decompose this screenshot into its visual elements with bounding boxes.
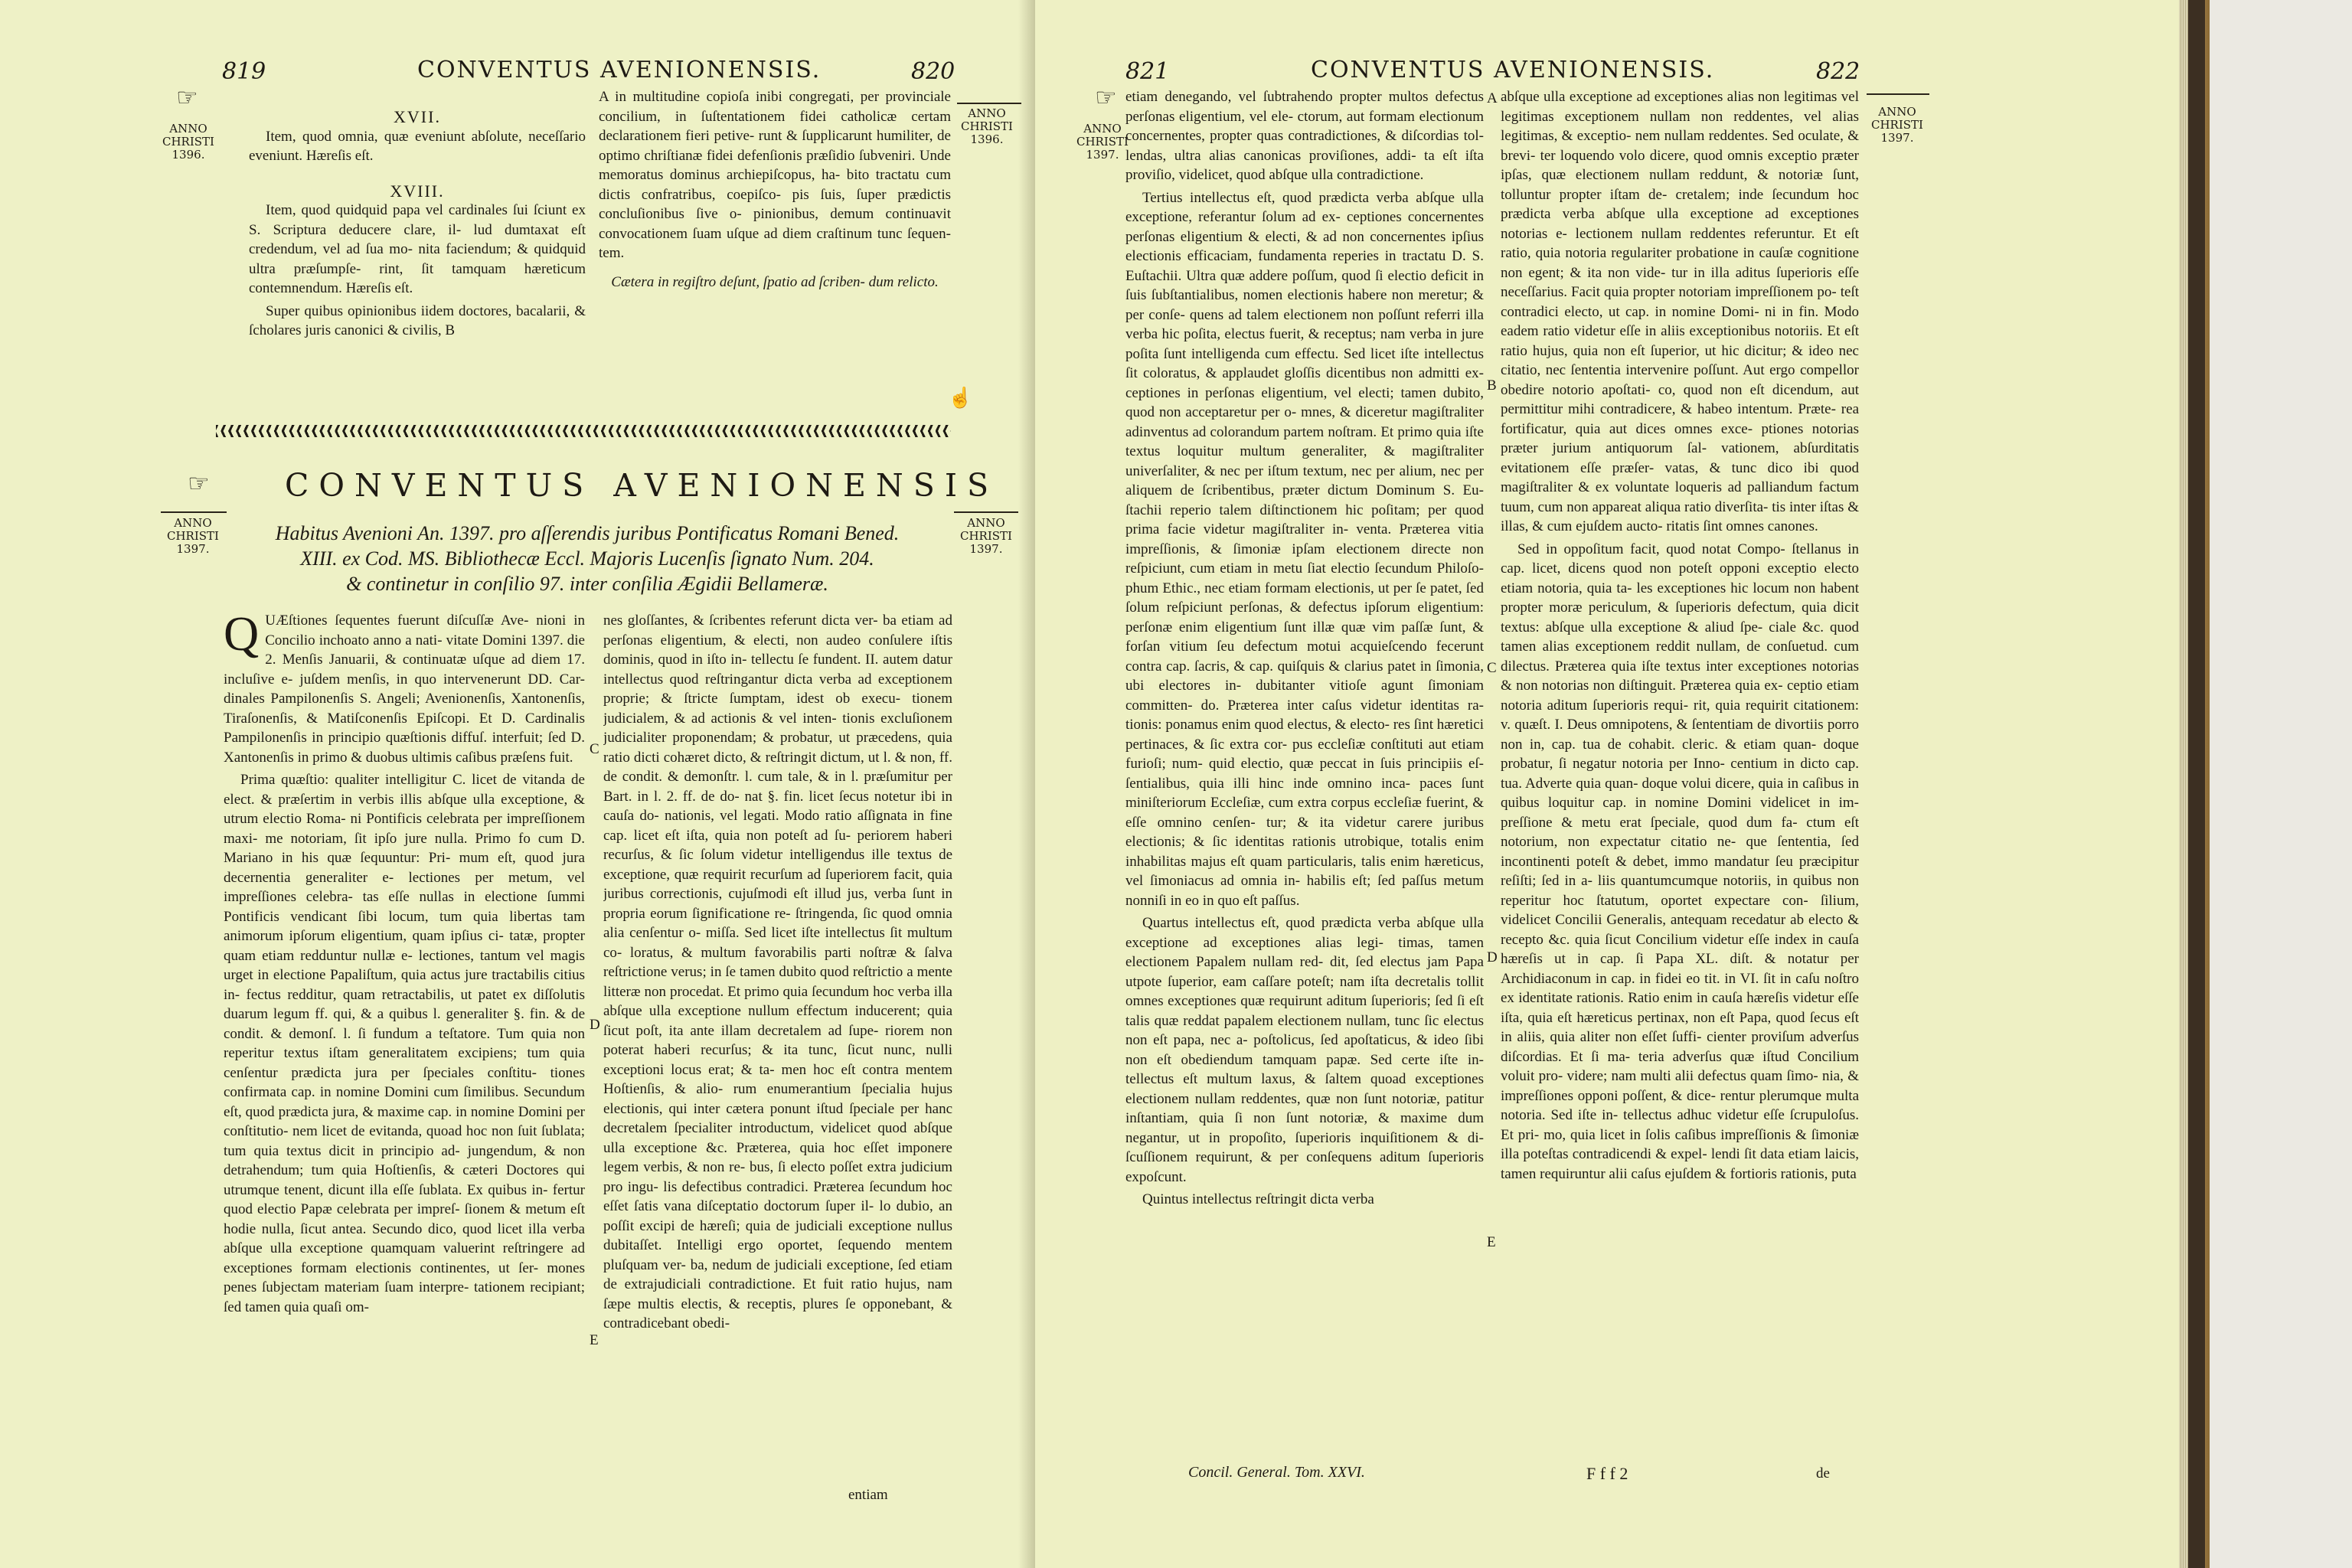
margin-letter-c: C <box>1487 660 1497 676</box>
margin-rule <box>161 511 227 513</box>
margin-rule <box>1867 93 1929 95</box>
top-left-column <box>249 107 586 344</box>
running-head-title: CONVENTUS AVENIONENSIS. <box>1311 57 1715 83</box>
section-title: CONVENTUS AVENIONENSIS <box>285 467 999 504</box>
margin-anno-christi-right: ANNO CHRISTI 1396. <box>961 106 1013 146</box>
page-number-819: 819 <box>222 58 266 85</box>
council-text: A in multitudine copioſa inibi congregati, per provinciale concilium, in ſuſtentationem fidei catholicæ certam declarationem fieri petive- runt & ſupplicarunt humiliter, de optimo chriſtianæ fidei defenſionis præſidio ſubveniri. Unde memoratus dominus archiepiſcopus, ha- bito tractatu cum dictis confratribus, coepiſco- pis ſuis, ſuper prædictis concluſionibus ſive o- pinionibus, demum continuavit convocationem ſuam uſque ad diem craſtinum tunc ſequen- tem. <box>599 89 951 261</box>
section-xviii-text: Item, quod quidquid papa vel cardinales ſui ſciunt ex S. Scriptura deducere clare, il- lud dumtaxat eſt credendum, vel ad ſua mo- nita faciendum; & quidquid ultra præſumpſe- rint, ſit tamquam hæreticum contemnendum. Hæreſis eſt. <box>249 202 586 296</box>
margin-letter-d: D <box>590 1017 600 1033</box>
pointing-hand-icon: ☞ <box>188 469 210 498</box>
margin-anno-christi-left: ANNO CHRISTI 1397. <box>1076 122 1129 162</box>
running-head-title: CONVENTUS AVENIONENSIS. <box>417 57 822 83</box>
paragraph-etiam-denegando: etiam denegando, vel ſubtrahendo propter multos defectus perſonas eligentium, vel ele- ctorum, aut formam electionum concernentes, propter quas contradictiones, & diſcordias tol- lendas, ultra alias canonicas proviſiones, addi- ta eſt iſta proviſio, videlicet, quod abſque ulla contradictione. <box>1125 89 1484 183</box>
paragraph-intro: UÆſtiones ſequentes fuerunt diſcuſſæ Ave- nioni in Concilio inchoato anno a nati- vitate Domini 1397. die 2. Menſis Januarii, & continuatæ uſque ad diem 17. incluſive e- juſdem menſis, in quo intervenerunt DD. Car- dinales Pampilonenſis S. Angeli; Avenionenſis, Xantonenſis, Tiraſonenſis, & Matiſconenſis Epiſcopi. Et D. Cardinalis Pampilonenſis in principio quæſtionis diffuſ. interfuit; ſed D. Xantonenſis in primo & duobus ultimis caſibus præſens fuit. <box>224 612 585 766</box>
paragraph-quartus-intellectus: Quartus intellectus eſt, quod prædicta verba abſque ulla exceptione ad exceptiones alias legi- timas, tamen electionem Papalem nullam red- dit, ſed electus jam Papa utpote ſuperior, eam caſſare poteſt; nam iſta decretalis tollit omnes exceptiones quæ requirunt aditum ſuperioris; ſed ſi eſt talis quæ reddat papalem electionem nullam, tunc ſic electus non eſt papa, nec a- poſtolicus, ſed apoſtaticus, & ideo ſibi non eſt obediendum tamquam papæ. Sed certe iſte in- tellectus eſt multum laxus, & ſaltem quoad exceptiones electionem nullam reddentes, quæ non ſunt notoriæ, patitur inſtantiam, quia ſi non ſunt notoriæ, & maxime dum negantur, ut in propoſito, ſuperioris inquiſitionem & di- ſcuſſionem requirunt, & per conſequens aditum ſuperioris expoſcunt. <box>1125 915 1484 1185</box>
paragraph-tertius-intellectus: Tertius intellectus eſt, quod prædicta verba abſque ulla exceptione, referantur ſolum ad ex- ceptiones concernentes perſonas eligentium & electi, & ad non concernentes ipſius electionis efficaciam, fundamenta reperies in tractatu D. S. Euſtachii. Ultra quæ addere poſſum, quod ſi electio deficit in ſuis ſubſtantialibus, nomen electionis habere non meretur; & per conſe- quens ad talem electionem non poſſunt referri illa verba hic poſita, electus fuerit, & receptus; nam verba in jure poſita ſunt intelligenda cum effectu. Sed licet iſte intellectus ſit coloratus, & applaudet gloſſis dicentibus non admitti ex- ceptiones in perſonas eligentium, vel electi; tamen dubito, quod non acceptaretur per o- mnes, & diceretur magiſtraliter adinventus ad colorandum partem noſtram. Et primo quia iſte textus loquitur multum generaliter, & magiſtraliter univerſaliter, & nec per iſtum textum, nec per alium, nec per aliquem de ſcribentibus, præter dictum Dominum S. Eu- ſtachii reperio talem diſtinctionem hic poſitam; per quod prima facie videtur magiſtraliter in- venta. Præterea vitia impreſſionis, & ſimoniæ ipſam electionem directe non reſpiciunt, cum etiam in metu ſiat electio ſecundum Philoſo- phum Ethic., nec etiam formam electionis, ut per ſe patet, ſed ſolum reſpiciunt perſonas, & defectus ipſorum eligentium: perſonæ enim eligentium ſunt illæ quæ vim paſſæ ſunt, & forſan vitium ſeu defectum motui acquieſcendo fecerunt contra cap. ſacris, & cap. quiſquis & clarius patet in ſimonia, ubi electores in- dubitanter vitioſe agunt ſimoniam committen- do. Præterea inter caſus videtur identitas ra- tionis: ponamus enim quod electus, & electo- res ſint hæretici pertinaces, & ſic extra cor- pus eccleſiæ conſtituti aut etiam furioſi; num- quid electio, quæ peccat in ſuis principiis eſ- ſentialibus, quia illi hinc inde omnino inca- paces ſunt miniſteriorum Eccleſiæ, cum extra corpus eccleſiæ fuerint, & eſſe omnino cenſen- tur; & ita videtur carere juribus electionis; & ſic identitas rationis utrobique, totalis enim inhabilitas majus eſt quam particularis, talis enim hæreticus, vel ſimoniacus ad omnia in- habilis eſt; ſed paſſus metum nonniſi in eo in quo eſt paſſus. <box>1125 189 1484 909</box>
section-heading-xvii: XVII. <box>394 107 441 126</box>
page-number-822: 822 <box>1816 58 1860 85</box>
margin-letter-e: E <box>1487 1234 1496 1250</box>
margin-letter-e: E <box>590 1332 599 1348</box>
margin-anno-christi-left: ANNO CHRISTI 1396. <box>162 122 214 162</box>
top-right-column <box>599 87 951 295</box>
margin-letter-d: D <box>1487 949 1498 965</box>
body-column-2 <box>603 611 952 1476</box>
paragraph-absque-ulla: abſque ulla exceptione ad exceptiones alias non legitimas vel legitimas exceptionem nullam non reddentes, vel alias legitimas, & exceptio- nem nullam reddentes. Sed oculate, & brevi- ter loquendo volo dicere, quod omnis exceptio præter ipſas, quæ electionem nullam reddunt, & notoriæ ſunt, tolluntur propter iſtam de- cretalem; inde ſecundum hoc prædicta verba abſque ulla exceptione ad exceptiones notorias e- lectionem nullam reddentes referuntur. Et eſt ratio, quia notoria regulariter probatione in cauſæ cognitione non egent; & ita non vide- tur in illa aditus ſuperioris eſſe neceſſarius. Facit quia propter notoriam impreſſionem po- teſt contradici electo, ut cap. in nomine Domi- ni in fin. Modo eadem ratio videtur eſſe in aliis exceptionibus notoriis. Et eſt ratio hujus, quia non eſt ſuperior, ut hic dicitur; & ideo nec citatio, nec ſententia intervenire poſſunt. Aut ergo compellor obedire notorio apoſtati- co, quod non eſt dicendum, aut permittitur mihi contradicere, & habeo intentum. Præte- rea fortificatur, quia aut dices omnes exce- ptiones notorias præter jurium antiquorum ſal- vationem, abſurditatis evitationem eſſe præſer- vatas, & tunc dico ibi quod magiſtraliter & ex voluntate loqueris ad palliandum factum tuum, cum non appareat aliqua ratio diverſita- tis inter iſtas & illas, & cum ejuſdem aucto- ritatis ſint omnes canones. <box>1501 89 1859 534</box>
margin-letter-b: B <box>1487 377 1497 394</box>
paragraph-quintus-intellectus: Quintus intellectus reſtringit dicta verba <box>1142 1191 1374 1207</box>
section-trailing-text: Super quibus opinionibus iidem doctores, bacalarii, & ſcholares juris canonici & civilis, B <box>249 302 586 338</box>
catchword: de <box>1816 1465 1830 1481</box>
page-edges <box>2179 0 2188 1568</box>
signature-mark: F f f 2 <box>1586 1464 1628 1483</box>
paragraph-prima-quaestio: Prima quæſtio: qualiter intelligitur C. licet de vitanda de elect. & præſertim in verbis illis abſque ulla exceptione, & utrum electio Roma- ni Pontificis celebrata per impreſſionem maxi- me notoriam, ſit ipſo jure nulla. Primo fo cum D. Mariano in his quæ ſequuntur: Pri- mum eſt, quod jura decernentia generaliter e- lectiones per metum, vel impreſſiones celebra- tas eſſe nullas in electione ſummi Pontificis vendicant ſibi locum, tum quia libertas tam animorum ipſorum eligentium, quam ipſius ci- tatæ, propter quam etiam redduntur nullæ e- lectiones, tantum vel magis urget in electione Papaliſtum, quia actus jure tractabilis citius in- fectus redditur, quam retractabilis, ut patet ex diſſolutis duarum legum ff. qui, & a quibus l. generaliter §. fin. & de condit. & demonſ. l. ſi fundum a teſtatore. Tum quia non reperitur textus iſtam generalitatem excipiens; tum quia cenſentur prædicta jura per ſpeciales conſtitu- tiones confirmata cap. in nomine Domini cum ſimilibus. Secundum eſt, quod prædicta jura, & maxime cap. in nomine Domini per conſtitutio- nem licet de evitanda, quoad hoc non ſuit ſublata; tum quia textus dicit in principio ad- jungendum, & non detrahendum; tum quia Hoſtienſis, & cæteri Doctores qui utrumque tenent, dicunt illa eſſe ſublata. Ex quibus in- fertur quod electio Papæ celebrata per impreſ- ſionem & metum eſt hodie nulla, ſicut antea. Secundo dico, quod licet illa verba abſque ulla exceptione quamquam valuerint reſtringere ad exceptiones formam electionis continentes, ut ſer- mones penes ſubjectam materiam ſuam interpre- tationem recipiant; ſed tamen quia quaſi om- <box>224 772 585 1315</box>
left-page <box>0 0 1057 1568</box>
margin-letter-a: A <box>1487 90 1498 106</box>
page-number-821: 821 <box>1125 58 1170 85</box>
section-heading-xviii: XVIII. <box>390 181 445 201</box>
drop-cap: Q <box>224 611 260 661</box>
section-xvii-text: Item, quod omnia, quæ eveniunt abſolute, neceſſario eveniunt. Hæreſis eſt. <box>249 128 586 164</box>
body-column-1 <box>224 611 585 1476</box>
footer-volume: Concil. General. Tom. XXVI. <box>1188 1464 1365 1481</box>
section-subtitle: Habitus Avenioni An. 1397. pro aſſerendis juribus Pontificatus Romani Bened. XIII. ex Cod. MS. Bibliothecæ Eccl. Majoris Lucenſis ſignato Num. 204. & continetur in conſilio 97. inter conſilia Ægidii Bellameræ. <box>275 522 900 595</box>
pointing-hand-icon: ☞ <box>176 83 198 112</box>
paragraph-glossantes: nes gloſſantes, & ſcribentes referunt dicta ver- ba etiam ad perſonas eligentium, & electi, non audeo conſulere iſtis dominis, quod in iſto in- tellectu ſe fundent. II. autem datur intellectus quod reſtringantur dicta verba ad exceptionem proprie; & ſtricte ſumptam, idest ob execu- tionem judicialem, & ad actionis & vel inten- tionis excluſionem judicialiter proponendam; & probatur, ut præcedens, quia ratio dicti cohæret dicto, & reſtringit dictum, ut l. & non, ff. de condit. & demonſtr. l. cum tale, & in l. præſumitur per Bart. in l. 2. ff. de do- nat §. fin. licet ſecus notetur ibi in cauſa do- nationis, vel legati. Modo ratio aſſignata in fine cap. licet eſt iſta, quia non poteſt ad ſu- periorem haberi recurſus, & ſic ſolum videtur intelligendus ille textus de exceptione, quæ requirit recurſum ad ſuperiorem facit, quia juribus correctionis, cujuſmodi eſt illud jus, verba ſunt in propria eorum ſignificatione re- ſtringenda, ſic quod omnia alia cenſentur o- miſſa. Sed licet iſte intellectus ſit multum co- loratus, & multum favorabilis parti noſtræ & ſalva reſtrictione verus; in ſe tamen dubito quod reſtrictio a mente litteræ non procedat. Et primo quia ſecundum hoc verba illa abſque ulla exceptione nullum effectum inducerent; quia ſicut poſt, ita ante illam decretalem ad ſupe- riorem non poterat haberi recurſus; & ita tunc, ſicut nunc, nulli exceptioni locus erat; & ta- men hoc eſt contra mentem Hoſtienſis, & alio- rum enumerantium ſpecialia hujus electionis, qui inter cætera ponunt iſtud ſpeciale per hanc decretalem ſpecialiter introductum, videlicet quod abſque ulla exceptione &c. Præterea, quia hoc eſſet imponere legem verbis, & non re- bus, ſi electo poſſet extra judicium pro ingu- lis defectibus contradici. Præterea ſecundum hoc eſſet ſatis vana diſceptatio doctorum ſuper il- lo dubio, an poſſit excipi de hæreſi; quia de judiciali exceptione nullus dubitaſſet. Intelligi ergo oportet, ſequendo mentem pluſquam ver- ba, nedum de judiciali exceptione, ſed etiam de extrajudiciali contradictione. Et fuit ratio hujus, nam ſæpe multis electis, & receptis, plures ſe opponebant, & contradicebant obedi- <box>603 612 952 1331</box>
margin-rule <box>957 103 1021 104</box>
section-anno-left: ANNO CHRISTI 1397. <box>167 516 219 556</box>
pointing-hand-icon: ☝ <box>948 387 973 410</box>
margin-rule <box>954 511 1018 513</box>
right-body-column-2 <box>1501 87 1859 1465</box>
pointing-hand-icon: ☞ <box>1095 83 1117 112</box>
catchword: entiam <box>848 1487 888 1503</box>
right-body-column-1 <box>1125 87 1484 1442</box>
margin-letter-c: C <box>590 741 599 757</box>
section-anno-right: ANNO CHRISTI 1397. <box>960 516 1012 556</box>
ornamental-divider <box>216 425 951 437</box>
right-page <box>1035 0 2188 1568</box>
page-number-820: 820 <box>911 58 956 85</box>
margin-anno-christi-right: ANNO CHRISTI 1397. <box>1871 105 1923 145</box>
register-note: Cætera in regiſtro deſunt, ſpatio ad ſcriben- dum relicto. <box>611 273 939 290</box>
paragraph-sed-in-oppositum: Sed in oppoſitum facit, quod notat Compo- ſtellanus in cap. licet, dicens quod non poteſt opponi exceptio electo etiam notoria, quia ta- les exceptiones hic locum non habent propter moræ periculum, & ſuperioris defectum, quia dicit textus: abſque ulla exceptione & aliud ſpe- ciale &c. quod tamen alias exceptionem reddit nullam, de conſuetud. cum dilectus. Præterea quia iſte textus inter exceptiones notorias & non notorias non diſtinguit. Præterea quia ex- ceptio etiam notoria aditum ſuperioris requi- rit, quia requirit citationem: v. quæſt. I. Deus omnipotens, & ſententiam de divortiis porro non in, cap. tua de cohabit. cleric. & etiam quan- doque probatur, ſi negatur notoria per Inno- centium in dicto cap. tua. Adverte quia quan- doque volui dicere, quia in caſibus in quibus loquitur cap. in nomine Domini videlicet in im- preſſione & metu erat ſpeciale, quod dum fa- ctum eſt notorium, non expectatur citatio ne- que ſententia, ſed incontinenti poteſt & debet, immo mandatur ſeu præcipitur reſiſti; ſed in a- liis quantumcumque notoriis, in quibus non reperitur hoc ſtatutum, oportet expectare con- ſilium, videlicet Concilii Generalis, antequam recedatur ab electo & recepto &c. quia ſicut Concilium videtur eſſe index in cauſa hæreſis ut in cap. ſi Papa XL. diſt. & notatur per Archidiaconum in cap. in fidei eo tit. in VI. ſit in caſu noſtro ex identitate rationis. Ratio enim in cauſa hæreſis videtur eſſe iſta, quia eſt hæreticus pertinax, non eſt Papa, quod ſecus eſt in aliis, quia aliter non eſſet ſuffi- cienter proviſum adverſus diſcordias. Et ſi ma- teria adverſus quæ iſtud Concilium voluit pro- videre; nam multi alii defectus quam ſimo- nia, & impreſſiones opponi poſſent, & dice- rentur plerumque multa notoria. Sed iſte in- tellectus adhuc videtur eſſe ſcrupuloſus. Et pri- mo, quia licet in ſolis caſibus impreſſionis & ſimoniæ illa poteſtas contradicendi & expel- lendi ſit data etiam laicis, tamen requiruntur alii caſus ejuſdem & fortioris rationis, puta <box>1501 541 1859 1182</box>
